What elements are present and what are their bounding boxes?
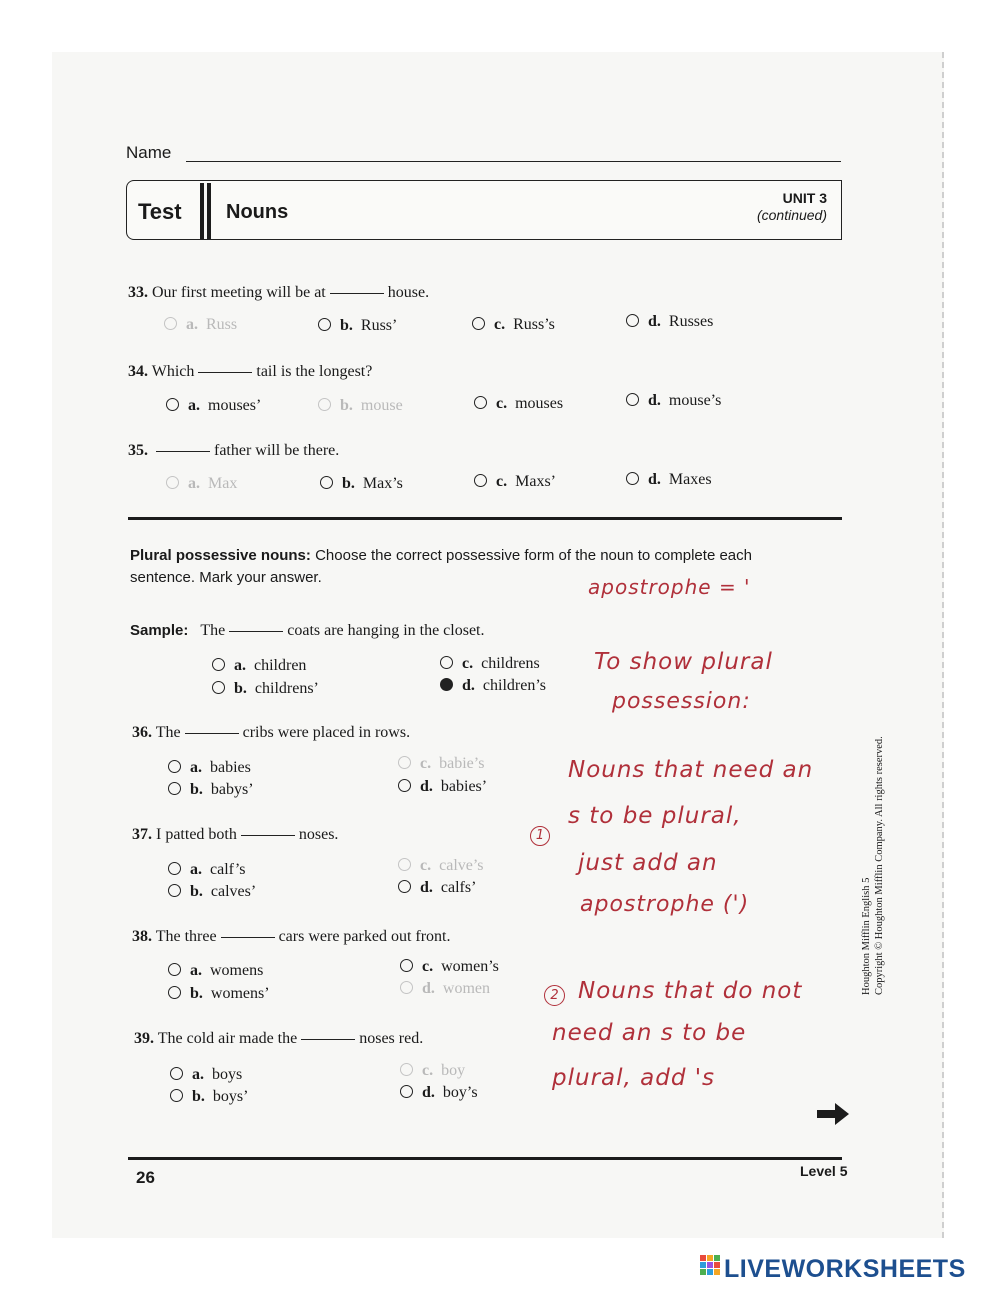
option-33b[interactable]: b. Russ’ — [318, 317, 397, 335]
option-34c[interactable]: c. mouses — [474, 395, 563, 413]
option-33c[interactable]: c. Russ’s — [472, 316, 555, 334]
option-36c[interactable]: c. babie’s — [398, 755, 484, 773]
question-text-before: The cold air made the — [157, 1030, 298, 1047]
sample-question — [130, 622, 485, 640]
answer-blank — [301, 1039, 355, 1040]
radio-circle[interactable] — [166, 398, 179, 411]
option-34b[interactable]: b. mouse — [318, 397, 403, 415]
radio-circle[interactable] — [168, 884, 181, 897]
question-text-after: noses red. — [359, 1030, 424, 1047]
option-36b[interactable]: b. babys’ — [168, 781, 254, 799]
radio-circle[interactable] — [398, 880, 411, 893]
question-text-after: father will be there. — [214, 442, 340, 459]
name-input-line[interactable] — [186, 161, 841, 162]
radio-circle[interactable] — [170, 1067, 183, 1080]
question-text-after: cribs were placed in rows. — [242, 724, 411, 741]
question-text-after: cars were parked out front. — [278, 928, 451, 945]
question-text-before: Our first meeting will be at — [152, 284, 326, 301]
question-text-after: coats are hanging in the closet. — [287, 622, 485, 639]
radio-circle[interactable] — [398, 858, 411, 871]
radio-circle[interactable] — [626, 472, 639, 485]
radio-circle[interactable] — [168, 862, 181, 875]
page-number: 26 — [136, 1168, 155, 1187]
option-38b[interactable]: b. womens’ — [168, 985, 270, 1003]
radio-circle-selected[interactable] — [440, 678, 453, 691]
footer-divider — [128, 1157, 842, 1160]
radio-circle[interactable] — [320, 476, 333, 489]
handwritten-note-line5: just add an — [578, 850, 718, 876]
question-36 — [132, 724, 410, 742]
handwritten-note-line2: possession: — [612, 689, 751, 714]
sample-label: Sample: — [130, 622, 189, 639]
liveworksheets-logo-icon — [700, 1255, 722, 1279]
answer-blank — [185, 733, 239, 734]
handwritten-note-line9: plural, add 's — [552, 1065, 716, 1091]
question-text-before: The three — [155, 928, 217, 945]
radio-circle[interactable] — [398, 779, 411, 792]
option-37d[interactable]: d. calfs’ — [398, 879, 476, 897]
name-label: Name — [126, 143, 172, 162]
question-text-after: tail is the longest? — [256, 363, 373, 380]
answer-blank — [198, 372, 252, 373]
handwritten-apostrophe-note: apostrophe = ' — [588, 575, 751, 599]
radio-circle[interactable] — [166, 476, 179, 489]
radio-circle[interactable] — [474, 396, 487, 409]
answer-blank — [156, 451, 210, 452]
radio-circle[interactable] — [400, 981, 413, 994]
handwritten-note-line3: Nouns that need an — [568, 757, 814, 783]
option-37c[interactable]: c. calve’s — [398, 857, 484, 875]
option-37a[interactable]: a. calf’s — [168, 861, 246, 879]
question-number: 35. — [128, 442, 148, 459]
option-33a[interactable]: a. Russ — [164, 316, 237, 334]
handwritten-note-line8: need an s to be — [552, 1020, 747, 1046]
question-number: 37. — [132, 826, 152, 843]
answer-blank — [229, 631, 283, 632]
radio-circle[interactable] — [168, 760, 181, 773]
sample-option-a[interactable]: a. children — [212, 657, 306, 675]
question-35 — [128, 442, 339, 460]
question-number: 39. — [134, 1030, 154, 1047]
option-34a[interactable]: a. mouses’ — [166, 397, 261, 415]
question-number: 33. — [128, 284, 148, 301]
unit-label: UNIT 3 — [782, 190, 827, 206]
copyright-line1: Houghton Mifflin English 5 — [861, 877, 872, 995]
option-38c[interactable]: c. women’s — [400, 958, 499, 976]
option-36d[interactable]: d. babies’ — [398, 778, 487, 796]
radio-circle[interactable] — [398, 756, 411, 769]
sample-option-c[interactable]: c. childrens — [440, 655, 540, 673]
option-33d[interactable]: d. Russes — [626, 313, 713, 331]
option-38a[interactable]: a. womens — [168, 962, 263, 980]
sample-option-d[interactable]: d. children’s — [440, 677, 546, 695]
radio-circle[interactable] — [474, 474, 487, 487]
test-label: Test — [138, 199, 182, 224]
handwritten-circled-1: 1 — [530, 826, 550, 846]
section-heading: Plural possessive nouns: — [130, 547, 311, 564]
radio-circle[interactable] — [168, 782, 181, 795]
radio-circle[interactable] — [318, 318, 331, 331]
handwritten-circled-2: 2 — [544, 985, 565, 1006]
answer-blank — [241, 835, 295, 836]
section-instructions-text: Choose the correct possessive form of the noun to complete each sentence. Mark your answer. — [130, 547, 752, 586]
question-34 — [128, 363, 372, 381]
radio-circle[interactable] — [400, 959, 413, 972]
radio-circle[interactable] — [318, 398, 331, 411]
radio-circle[interactable] — [170, 1089, 183, 1102]
radio-circle[interactable] — [626, 314, 639, 327]
question-number: 34. — [128, 363, 148, 380]
question-38 — [132, 928, 451, 946]
radio-circle[interactable] — [212, 658, 225, 671]
option-34d[interactable]: d. mouse’s — [626, 392, 721, 410]
handwritten-note-line6: apostrophe (') — [580, 892, 750, 917]
option-35d[interactable]: d. Maxes — [626, 471, 712, 489]
radio-circle[interactable] — [168, 963, 181, 976]
option-39b[interactable]: b. boys’ — [170, 1088, 248, 1106]
option-37b[interactable]: b. calves’ — [168, 883, 256, 901]
option-38d[interactable]: d. women — [400, 980, 490, 998]
section-divider — [128, 517, 842, 520]
question-text-before: The — [200, 622, 226, 639]
liveworksheets-brand: LIVEWORKSHEETS — [724, 1255, 966, 1283]
option-35c[interactable]: c. Maxs’ — [474, 473, 556, 491]
header-divider-gap — [204, 183, 207, 239]
option-36a[interactable]: a. babies — [168, 759, 251, 777]
radio-circle[interactable] — [440, 656, 453, 669]
level-label: Level 5 — [800, 1163, 848, 1179]
question-number: 36. — [132, 724, 152, 741]
question-text-before: I patted both — [156, 826, 237, 843]
handwritten-note-line7: Nouns that do not — [578, 978, 803, 1004]
question-33 — [128, 284, 429, 302]
question-37 — [132, 826, 338, 844]
question-text-after: house. — [387, 284, 430, 301]
radio-circle[interactable] — [472, 317, 485, 330]
option-35a[interactable]: a. Max — [166, 475, 237, 493]
copyright-line2: Copyright © Houghton Mifflin Company. All rights reserved. — [874, 736, 885, 995]
option-39c[interactable]: c. boy — [400, 1062, 465, 1080]
sample-option-b[interactable]: b. childrens’ — [212, 680, 319, 698]
question-text-before: The — [155, 724, 181, 741]
answer-blank — [221, 937, 275, 938]
continued-label: (continued) — [756, 207, 827, 223]
radio-circle[interactable] — [212, 681, 225, 694]
handwritten-note-line1: To show plural — [594, 649, 773, 675]
radio-circle[interactable] — [168, 986, 181, 999]
option-39a[interactable]: a. boys — [170, 1066, 242, 1084]
question-number: 38. — [132, 928, 152, 945]
question-text-before: Which — [151, 363, 195, 380]
next-arrow-icon[interactable] — [816, 1101, 850, 1127]
handwritten-note-line4: s to be plural, — [568, 803, 742, 829]
test-title: Nouns — [226, 201, 289, 223]
radio-circle[interactable] — [400, 1085, 413, 1098]
option-35b[interactable]: b. Max’s — [320, 475, 403, 493]
copyright-notice — [860, 725, 886, 995]
radio-circle[interactable] — [164, 317, 177, 330]
radio-circle[interactable] — [626, 393, 639, 406]
answer-blank — [330, 293, 384, 294]
question-39 — [134, 1030, 423, 1048]
question-text-after: noses. — [298, 826, 339, 843]
radio-circle[interactable] — [400, 1063, 413, 1076]
option-39d[interactable]: d. boy’s — [400, 1084, 478, 1102]
